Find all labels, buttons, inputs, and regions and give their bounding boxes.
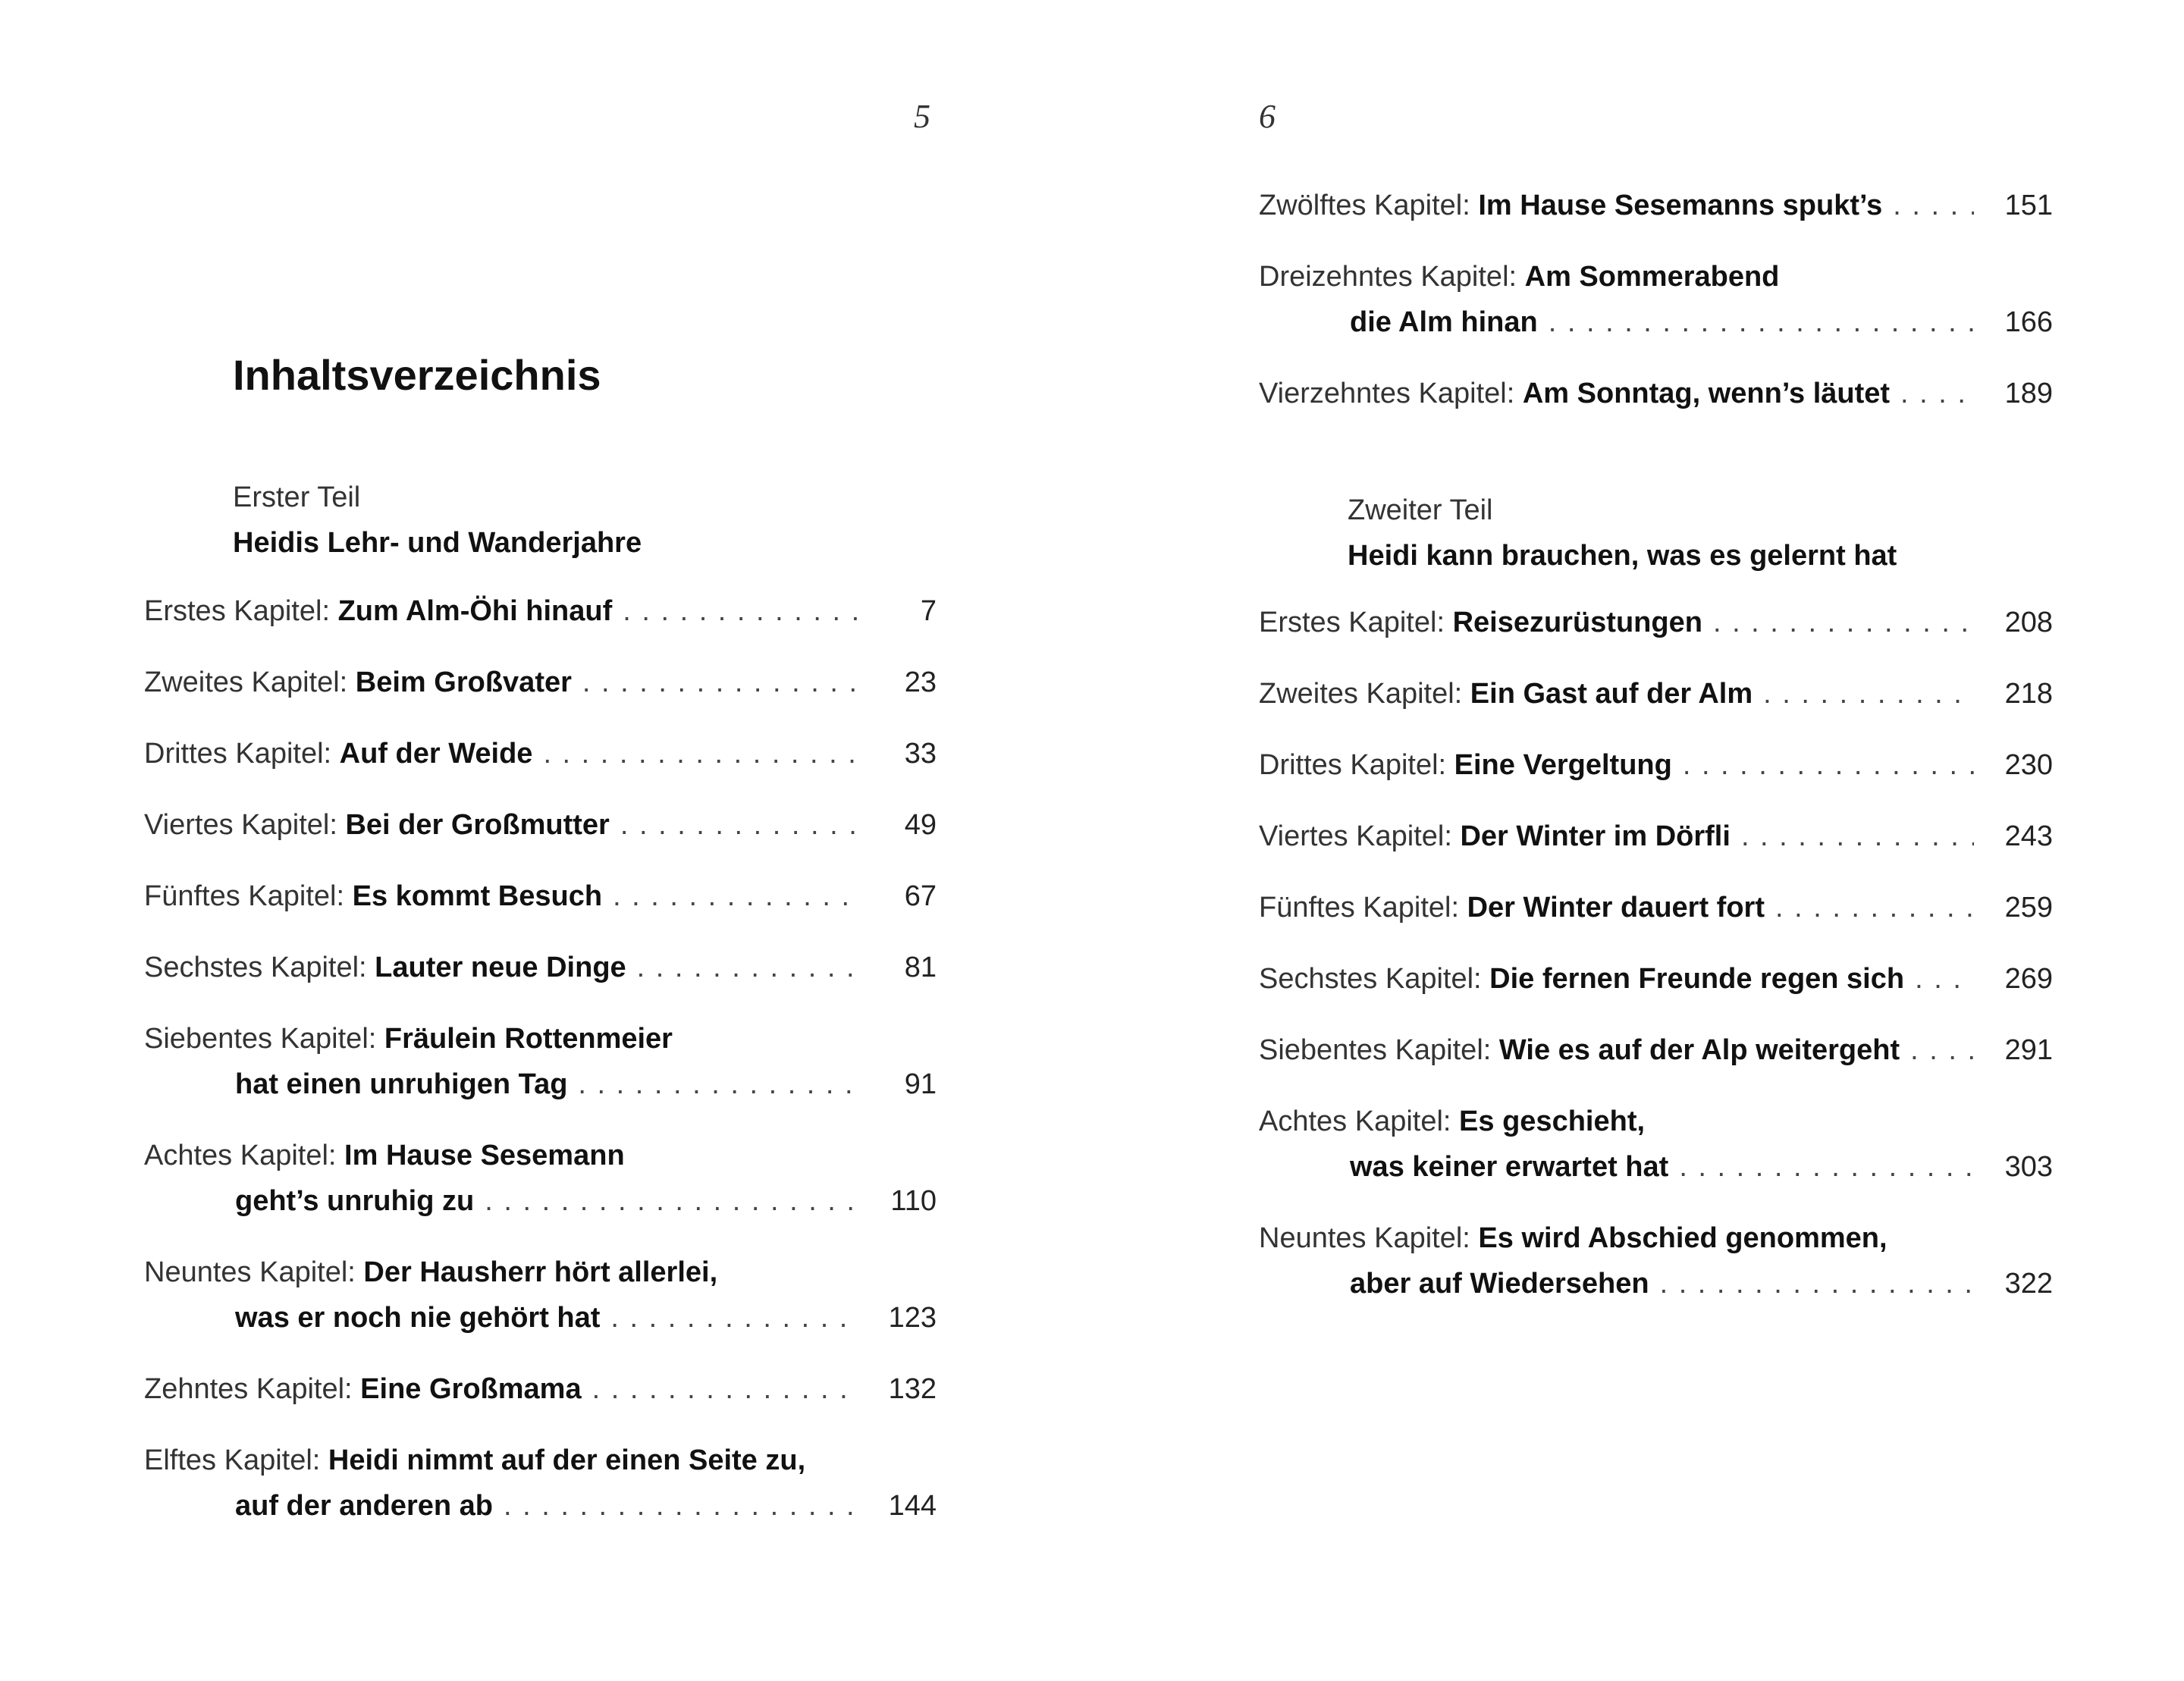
page-ref: 151 [2004, 190, 2053, 221]
part-one-title: Heidis Lehr- und Wanderjahre [233, 527, 642, 559]
leader-dots [610, 1295, 858, 1341]
chapter-label: Dreizehntes Kapitel: [1259, 261, 1517, 293]
page-ref: 269 [2004, 963, 2053, 995]
chapter-label: Zehntes Kapitel: [144, 1373, 353, 1405]
toc-entry[interactable] [144, 1133, 937, 1224]
page-ref: 166 [2004, 306, 2053, 338]
chapter-label: Sechstes Kapitel: [144, 952, 367, 983]
toc-entry[interactable] [1259, 742, 2053, 788]
page-ref: 110 [890, 1185, 937, 1217]
chapter-title: Die fernen Freunde regen sich [1489, 963, 1905, 995]
leader-dots [578, 1062, 858, 1107]
toc-entry[interactable] [144, 1438, 937, 1529]
chapter-title-continued: auf der anderen ab [235, 1490, 493, 1522]
toc-entry[interactable] [144, 588, 937, 634]
chapter-label: Drittes Kapitel: [1259, 749, 1447, 781]
page-ref: 303 [2004, 1151, 2053, 1183]
chapter-title: Reisezurüstungen [1452, 607, 1702, 638]
page-ref: 218 [2004, 678, 2053, 710]
chapter-title: Eine Vergeltung [1454, 749, 1672, 781]
leader-dots [1679, 1144, 1974, 1190]
page-ref: 33 [904, 738, 937, 770]
toc-entry[interactable] [144, 1250, 937, 1341]
toc-entry[interactable] [144, 802, 937, 848]
chapter-title: Es kommt Besuch [352, 880, 603, 912]
chapter-title: Bei der Großmutter [345, 809, 610, 841]
page-ref: 132 [888, 1373, 937, 1405]
leader-dots [623, 588, 858, 634]
leader-dots [1893, 183, 1974, 228]
chapter-label: Fünftes Kapitel: [144, 880, 345, 912]
toc-entry[interactable] [1259, 671, 2053, 717]
leader-dots [1713, 600, 1974, 645]
page-ref: 259 [2004, 892, 2053, 924]
leader-dots [543, 731, 858, 776]
leader-dots [1741, 814, 1974, 859]
toc-entry[interactable] [144, 945, 937, 990]
chapter-label: Fünftes Kapitel: [1259, 892, 1460, 924]
leader-dots [504, 1483, 858, 1529]
chapter-label: Zweites Kapitel: [144, 666, 348, 698]
toc-entry[interactable] [1259, 1027, 2053, 1073]
leader-dots [613, 873, 858, 919]
chapter-title: Der Winter dauert fort [1467, 892, 1765, 924]
chapter-title-continued: hat einen unruhigen Tag [235, 1068, 568, 1100]
chapter-label: Neuntes Kapitel: [1259, 1222, 1470, 1254]
chapter-label: Neuntes Kapitel: [144, 1256, 356, 1288]
chapter-title-continued: was keiner erwartet hat [1350, 1151, 1669, 1183]
toc-entry[interactable] [1259, 371, 2053, 416]
toc-entry[interactable] [1259, 1099, 2053, 1190]
toc-entry[interactable] [1259, 885, 2053, 930]
leader-dots [1910, 1027, 1974, 1073]
page-ref: 81 [904, 952, 937, 983]
chapter-label: Viertes Kapitel: [1259, 820, 1452, 852]
toc-title: Inhaltsverzeichnis [233, 351, 601, 399]
chapter-title: Lauter neue Dinge [375, 952, 626, 983]
chapter-title: Zum Alm-Öhi hinauf [337, 595, 613, 627]
chapter-label: Sechstes Kapitel: [1259, 963, 1482, 995]
chapter-label: Zweites Kapitel: [1259, 678, 1463, 710]
page-ref: 230 [2004, 749, 2053, 781]
part-one-label: Erster Teil [233, 481, 361, 513]
chapter-label: Zwölftes Kapitel: [1259, 190, 1470, 221]
chapter-title: Es wird Abschied genommen, [1478, 1222, 1887, 1254]
leader-dots [1915, 956, 1974, 1002]
chapter-label: Elftes Kapitel: [144, 1444, 321, 1476]
page-ref: 123 [888, 1302, 937, 1334]
chapter-title: Ein Gast auf der Alm [1470, 678, 1753, 710]
toc-entry[interactable] [1259, 600, 2053, 645]
chapter-title: Fräulein Rottenmeier [384, 1023, 673, 1055]
chapter-title: Der Hausherr hört allerlei, [363, 1256, 718, 1288]
leader-dots [1900, 371, 1974, 416]
toc-entry[interactable] [1259, 254, 2053, 345]
chapter-label: Viertes Kapitel: [144, 809, 337, 841]
leader-dots [582, 660, 858, 705]
page-ref: 243 [2004, 820, 2053, 852]
chapter-label: Erstes Kapitel: [144, 595, 330, 627]
chapter-title: Wie es auf der Alp weitergeht [1498, 1034, 1900, 1066]
chapter-label: Siebentes Kapitel: [144, 1023, 377, 1055]
toc-entry[interactable] [1259, 814, 2053, 859]
chapter-title: Auf der Weide [339, 738, 533, 770]
part-two-title: Heidi kann brauchen, was es gelernt hat [1348, 540, 1897, 572]
toc-entry[interactable] [144, 731, 937, 776]
chapter-label: Achtes Kapitel: [144, 1140, 337, 1171]
page-ref: 7 [920, 595, 937, 627]
toc-entry[interactable] [144, 1016, 937, 1107]
page-ref: 91 [904, 1068, 937, 1100]
chapter-title-continued: was er noch nie gehört hat [235, 1302, 601, 1334]
leader-dots [592, 1366, 858, 1412]
page-number-right: 6 [1259, 98, 1276, 135]
chapter-title: Heidi nimmt auf der einen Seite zu, [328, 1444, 806, 1476]
chapter-label: Drittes Kapitel: [144, 738, 332, 770]
part-two-heading [1348, 488, 1897, 579]
page-ref: 144 [888, 1490, 937, 1522]
leader-dots [1683, 742, 1974, 788]
leader-dots [1549, 300, 1974, 345]
chapter-title: Im Hause Sesemanns spukt’s [1478, 190, 1883, 221]
chapter-title-continued: aber auf Wiedersehen [1350, 1268, 1649, 1300]
chapter-title: Eine Großmama [360, 1373, 582, 1405]
page-ref: 189 [2004, 378, 2053, 409]
chapter-label: Erstes Kapitel: [1259, 607, 1445, 638]
page-ref: 322 [2004, 1268, 2053, 1300]
chapter-title: Der Winter im Dörfli [1460, 820, 1731, 852]
page-ref: 49 [904, 809, 937, 841]
page-ref: 67 [904, 880, 937, 912]
toc-entry[interactable] [144, 873, 937, 919]
chapter-label: Siebentes Kapitel: [1259, 1034, 1492, 1066]
chapter-title: Es geschieht, [1459, 1106, 1646, 1137]
chapter-title-continued: geht’s unruhig zu [235, 1185, 475, 1217]
toc-entry[interactable] [144, 1366, 937, 1412]
chapter-title: Am Sommerabend [1524, 261, 1780, 293]
leader-dots [637, 945, 858, 990]
toc-entry[interactable] [1259, 956, 2053, 1002]
chapter-title-continued: die Alm hinan [1350, 306, 1538, 338]
leader-dots [620, 802, 858, 848]
leader-dots [1775, 885, 1974, 930]
chapter-title: Im Hause Sesemann [344, 1140, 625, 1171]
part-two-label: Zweiter Teil [1348, 494, 1493, 526]
page-number-left: 5 [914, 98, 930, 135]
page-ref: 291 [2004, 1034, 2053, 1066]
part-one-heading [233, 475, 642, 566]
chapter-title: Beim Großvater [355, 666, 572, 698]
leader-dots [1763, 671, 1974, 717]
leader-dots [485, 1178, 858, 1224]
toc-entry[interactable] [1259, 1215, 2053, 1306]
chapter-label: Vierzehntes Kapitel: [1259, 378, 1515, 409]
chapter-title: Am Sonntag, wenn’s läutet [1522, 378, 1891, 409]
chapter-label: Achtes Kapitel: [1259, 1106, 1451, 1137]
page-ref: 208 [2004, 607, 2053, 638]
toc-entry[interactable] [1259, 183, 2053, 228]
page-ref: 23 [904, 666, 937, 698]
toc-entry[interactable] [144, 660, 937, 705]
leader-dots [1660, 1261, 1974, 1306]
